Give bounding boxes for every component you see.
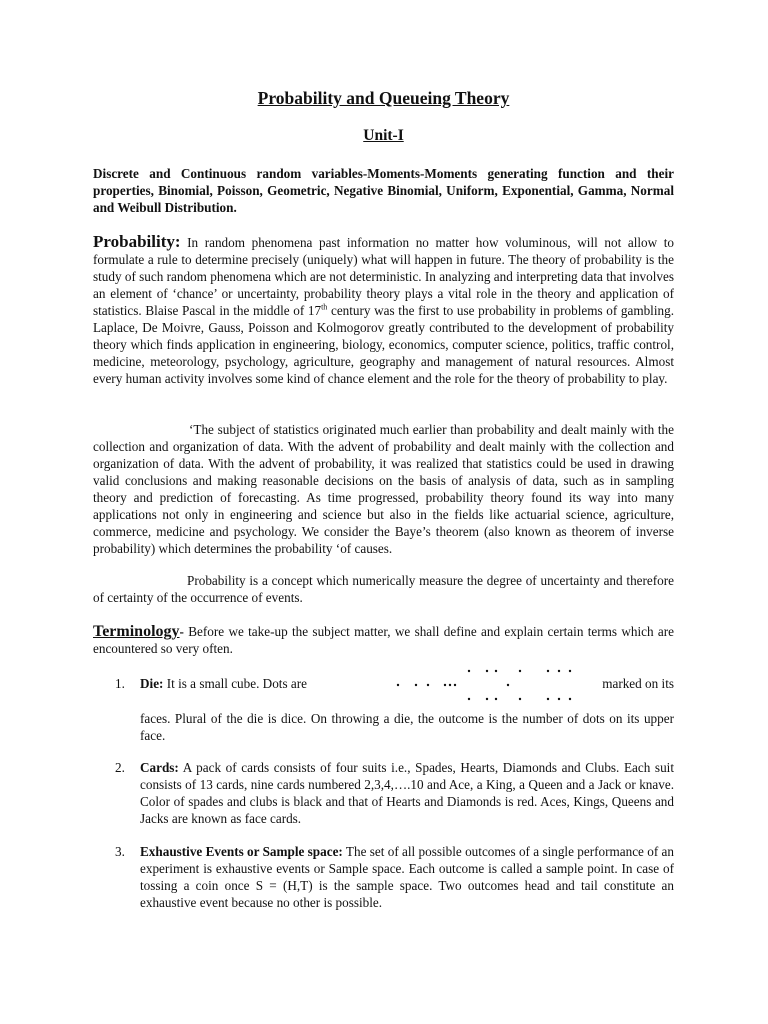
probability-heading: Probability: [93, 232, 181, 251]
die-dot [468, 698, 470, 700]
die-dot [415, 684, 417, 686]
die-dot [444, 684, 446, 686]
die-dot [486, 698, 488, 700]
die-dot [519, 698, 521, 700]
document-title: Probability and Queueing Theory [257, 88, 510, 108]
die-dot [495, 698, 497, 700]
die-dot [486, 670, 488, 672]
die-line [140, 675, 674, 692]
cards-text: Cards: A pack of cards consists of four suits i.e., Spades, Hearts, Diamonds and Clubs. Each suit consists of 13 cards, nine cards numbered 2,3,4,….10 and Ace, a King, a Queen and a Jack or knave. Color of spades and clubs is black and that of Hearts and Diamonds is red. Aces, Kings, Queens and Jacks are known as face cards. [140, 760, 674, 826]
list-number: 2. [115, 760, 125, 775]
die-dot [519, 670, 521, 672]
probability-paragraph [93, 233, 674, 387]
syllabus-text: Discrete and Continuous random variables-Moments-Moments generating function and their properties, Binomial, Poisson, Geometric, Negative Binomial, Uniform, Exponential, Gamma, Normal and Weibull Distribution. [93, 166, 674, 215]
die-text-right: marked on its [602, 676, 674, 691]
die-dot [547, 670, 549, 672]
exhaustive-events-text: Exhaustive Events or Sample space: The set of all possible outcomes of a single performance of an experiment is exhaustive events or Sample space. Each outcome is called a sample point. In case of tossing a coin once S = (H,T) is the sample space. Two outcomes head and tail constitute an exhaustive event because no other is possible. [140, 844, 674, 910]
die-faces-dots [350, 659, 590, 711]
terminology-heading: Terminology [93, 623, 180, 640]
die-dot [454, 684, 456, 686]
unit-heading: Unit-I [363, 127, 404, 144]
list-number: 3. [115, 844, 125, 859]
cards-term: Cards: [140, 760, 179, 775]
die-dot [569, 698, 571, 700]
die-dot [397, 684, 399, 686]
die-continuation: faces. Plural of the die is dice. On throwing a die, the outcome is the number of dots on its upper face. [140, 711, 674, 743]
terminology-text: Before we take-up the subject matter, we shall define and explain certain terms which are encountered so very often. [93, 624, 674, 656]
list-number: 1. [115, 676, 125, 691]
terminology-dash: - [179, 624, 184, 639]
ordinal-superscript: th [321, 302, 328, 312]
concept-paragraph [93, 572, 674, 606]
statistics-paragraph [93, 421, 674, 557]
die-dot [547, 698, 549, 700]
die-dot [449, 684, 451, 686]
probability-text-b: century was the first to use probability in problems of gambling. Laplace, De Moivre, Gauss, Poisson and Kolmogorov greatly contributed to the development of probability theory which finds application in engineering, biology, economics, computer science, politics, traffic control, medicine, meteorology, psychology, agriculture, geography and management of natural resources. Almost every human activity involves some kind of chance element and the role for the theory of probability to play. [93, 303, 674, 386]
die-dot [569, 670, 571, 672]
concept-text: Probability is a concept which numerically measure the degree of uncertainty and therefore of certainty of the occurrence of events. [93, 573, 674, 605]
die-dot [427, 684, 429, 686]
die-dot [558, 670, 560, 672]
die-text-left: Die: It is a small cube. Dots are [140, 676, 307, 691]
die-dot [558, 698, 560, 700]
die-dot [507, 684, 509, 686]
die-dot [468, 670, 470, 672]
die-term: Die: [140, 676, 164, 691]
die-dot [495, 670, 497, 672]
exhaustive-events-term: Exhaustive Events or Sample space: [140, 844, 343, 859]
statistics-text: ‘The subject of statistics originated much earlier than probability and dealt mainly with the collection and organization of data. With the advent of probability and dealt mainly with the collection and organization of data. With the advent of probability, it was realized that statistics could be used in drawing valid conclusions and making reasonable decisions on the basis of analysis of data, such as in sampling theory and prediction of forecasting. As time progressed, probability theory found its way into many applications not only in engineering and science but also in the fields like actuarial science, agriculture, commerce, medicine and psychology. We consider the Baye’s theorem (also known as theorem of inverse probability) which determines the probability ‘of causes. [93, 422, 674, 556]
probability-text-a: In random phenomena past information no matter how voluminous, will not allow to formulate a rule to determine precisely (uniquely) what will happen in future. The theory of probability is the study of such random phenomena which are not deterministic. In analyzing and interpreting data that involves an element of ‘chance’ or uncertainty, probability theory plays a vital role in the theory and application of statistics. Blaise Pascal in the middle of 17 [93, 235, 674, 318]
terminology-paragraph [93, 623, 674, 657]
